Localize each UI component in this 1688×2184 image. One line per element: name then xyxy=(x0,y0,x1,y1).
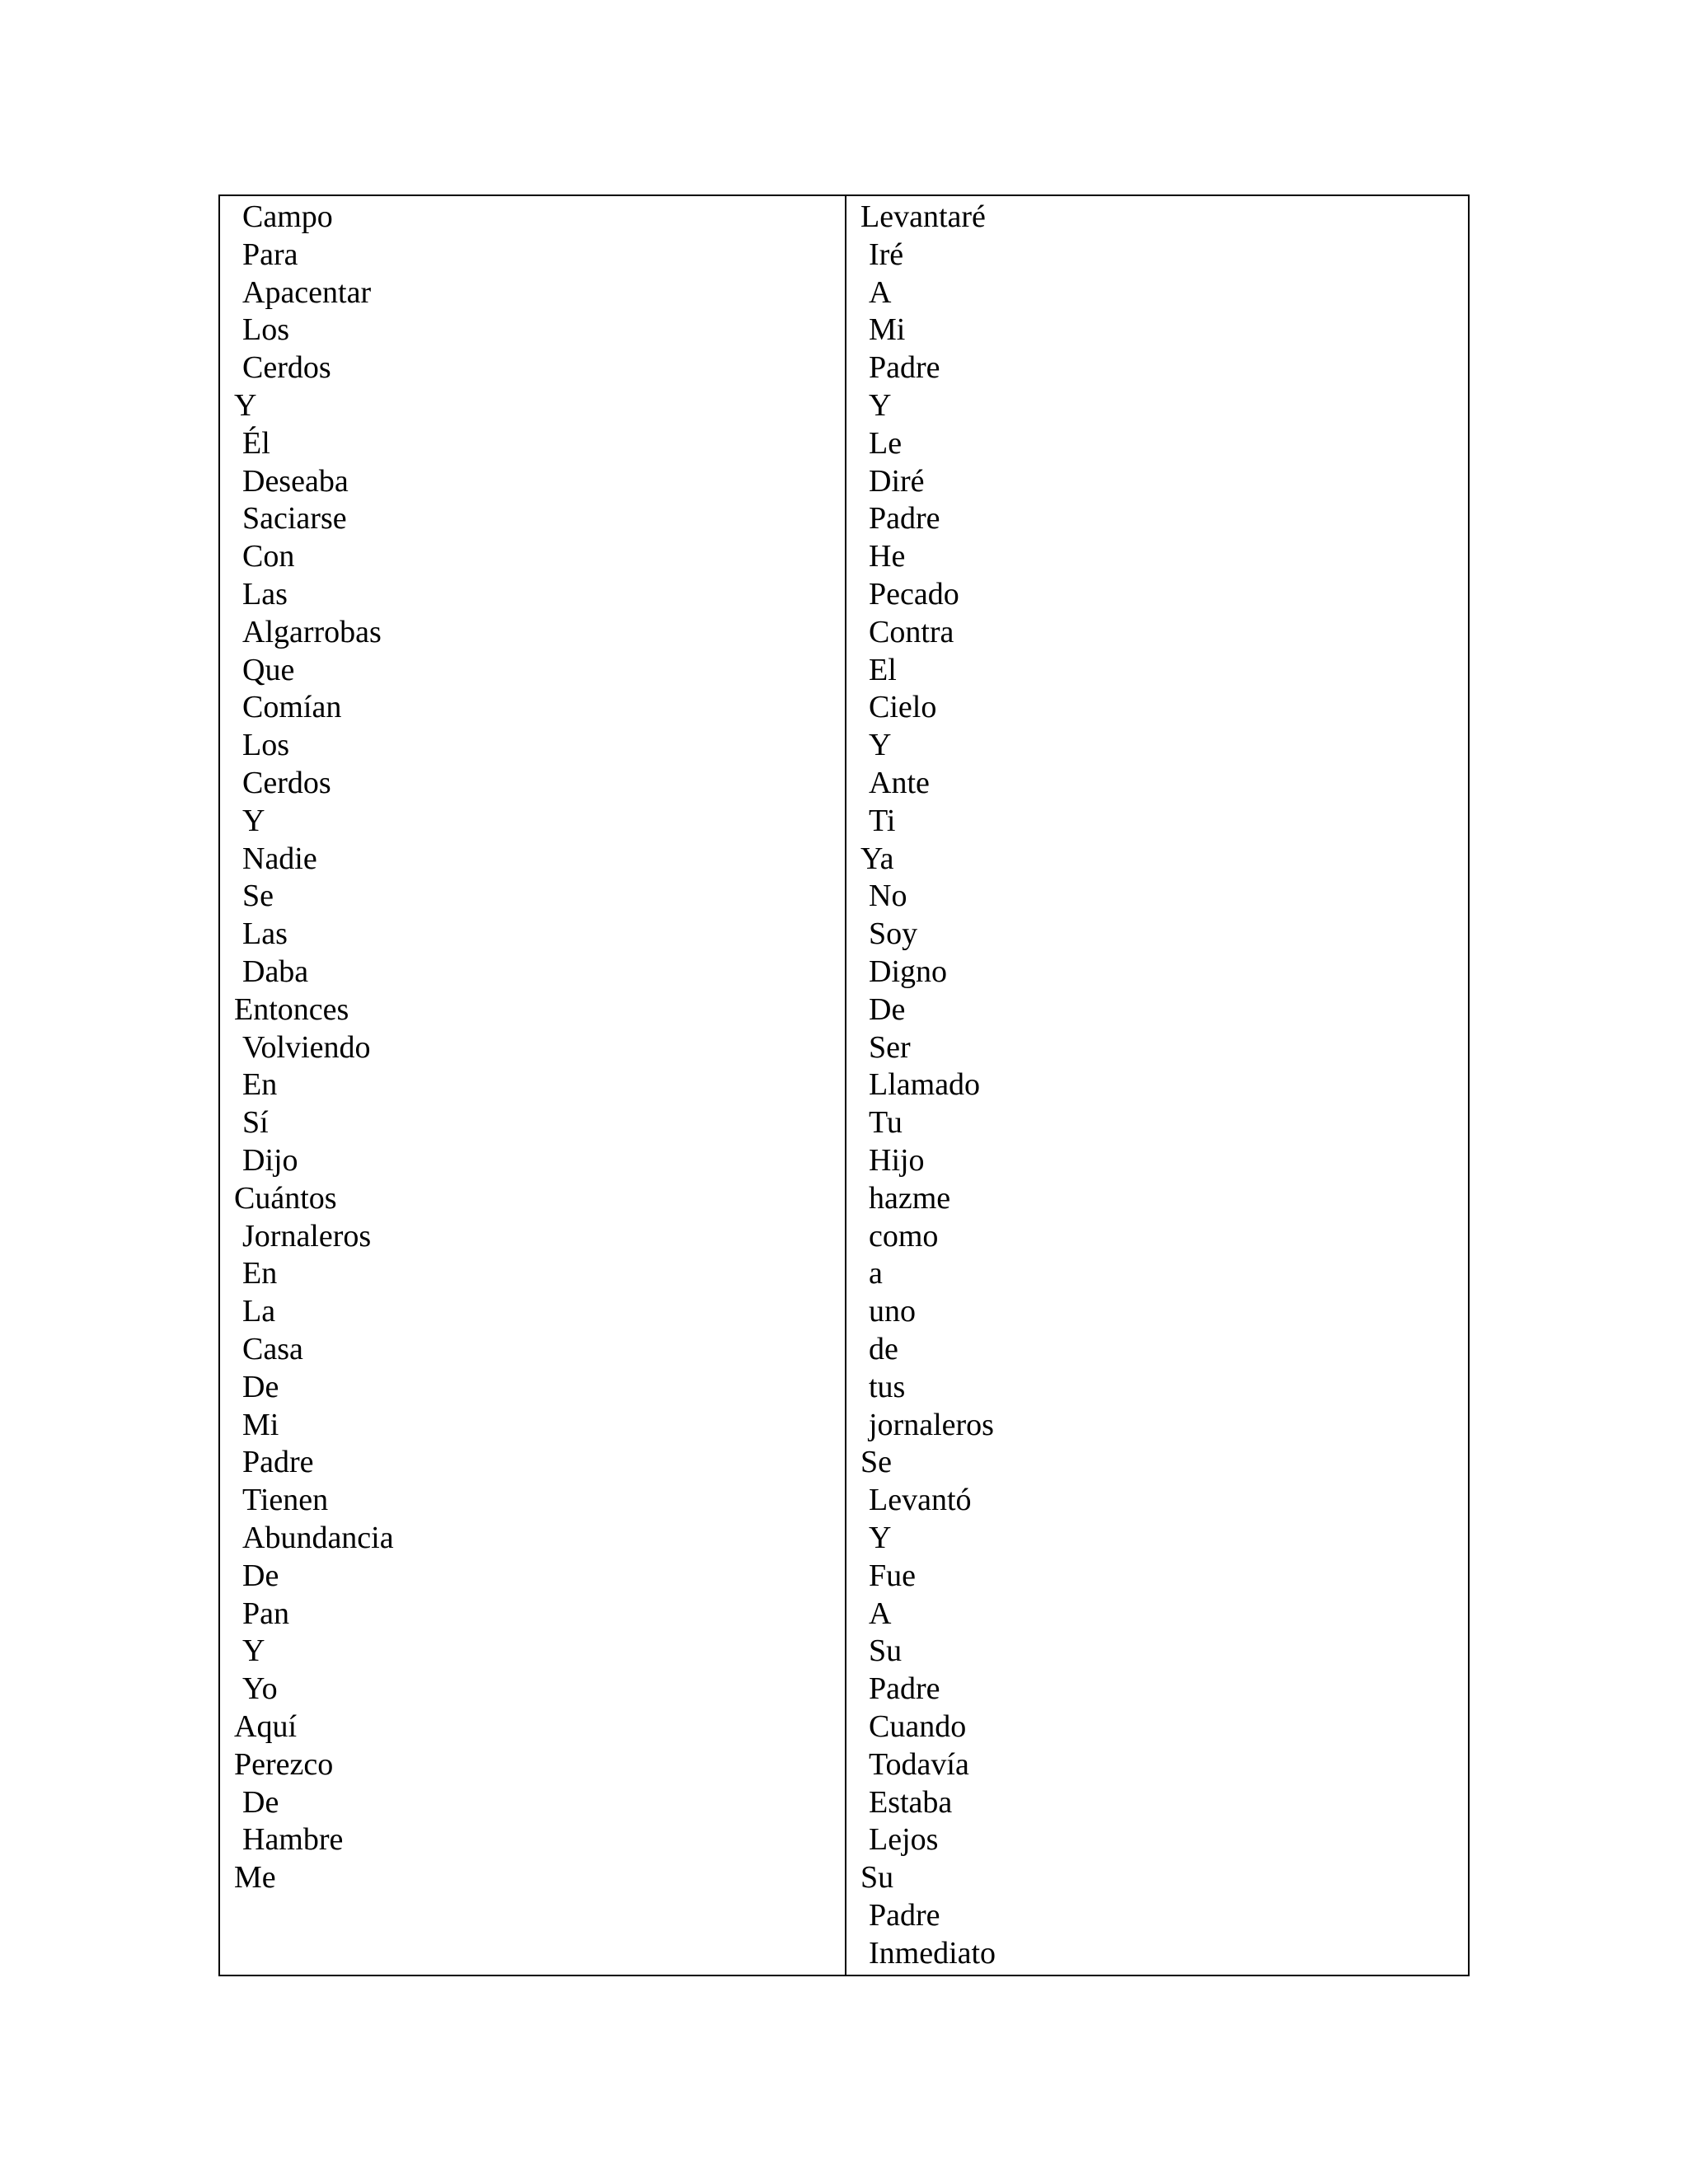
right-column-word: Soy xyxy=(869,916,918,952)
left-column-word: Perezco xyxy=(234,1746,334,1782)
left-column-word: Nadie xyxy=(242,841,317,876)
right-column xyxy=(845,196,1468,1975)
left-column-word: Hambre xyxy=(242,1822,344,1858)
left-column-word: Deseaba xyxy=(242,463,349,499)
left-column-word: Los xyxy=(242,728,289,763)
left-column-word: De xyxy=(242,1558,279,1593)
right-column-word: Tu xyxy=(869,1105,903,1141)
left-column-word: Y xyxy=(242,803,265,838)
right-column-word: Y xyxy=(869,728,892,763)
right-column-word: He xyxy=(869,539,906,574)
right-column-word: No xyxy=(869,879,907,914)
left-column-word: Comían xyxy=(242,690,342,725)
right-column-word: Y xyxy=(869,1521,892,1555)
left-column-word: Que xyxy=(242,652,295,687)
right-column-word: Su xyxy=(869,1633,903,1669)
left-column-word: Abundancia xyxy=(242,1521,394,1555)
right-column-word: Ante xyxy=(869,766,930,800)
right-column-word: Se xyxy=(860,1445,892,1480)
right-column-word: Cuando xyxy=(869,1709,967,1744)
right-column-word: Levantaré xyxy=(860,199,986,234)
left-column-word: Los xyxy=(242,312,289,348)
left-column-word: Las xyxy=(242,577,288,612)
right-column-word: Todavía xyxy=(869,1746,969,1782)
left-column-word: En xyxy=(242,1067,278,1103)
right-column-word: El xyxy=(869,652,897,687)
right-column-word: como xyxy=(869,1218,939,1254)
left-column-word: Aquí xyxy=(234,1709,297,1744)
right-column-word: Estaba xyxy=(869,1784,953,1820)
left-column-word: Dijo xyxy=(242,1143,298,1178)
left-column-word: Daba xyxy=(242,954,309,989)
left-column-word: Sí xyxy=(242,1105,269,1141)
left-column-word: Volviendo xyxy=(242,1029,371,1065)
right-column-word: jornaleros xyxy=(869,1407,994,1442)
left-column-word: En xyxy=(242,1256,278,1291)
left-column-word: De xyxy=(242,1784,279,1820)
left-column-word: Para xyxy=(242,237,298,272)
left-column-word: Con xyxy=(242,539,295,574)
left-column-word: Pan xyxy=(242,1596,289,1631)
right-column-word: Padre xyxy=(869,350,940,386)
right-column-word: Fue xyxy=(869,1558,916,1593)
left-column-word: Se xyxy=(242,879,274,914)
left-column-word: Apacentar xyxy=(242,274,372,310)
right-column-word: hazme xyxy=(869,1180,951,1216)
right-column-word: Padre xyxy=(869,501,940,537)
right-column-word: Y xyxy=(869,388,892,423)
left-column-word: Él xyxy=(242,425,270,461)
left-column xyxy=(220,196,845,1975)
left-column-word: Tienen xyxy=(242,1483,329,1518)
left-column-word: Las xyxy=(242,916,288,952)
left-column-word: Yo xyxy=(242,1671,278,1707)
right-column-word: Ti xyxy=(869,803,896,838)
right-column-word: tus xyxy=(869,1369,906,1404)
left-column-word: Campo xyxy=(242,199,333,234)
right-column-word: a xyxy=(869,1256,883,1291)
right-column-word: De xyxy=(869,991,906,1027)
left-column-word: Entonces xyxy=(234,991,349,1027)
left-column-word: Cuántos xyxy=(234,1180,337,1216)
right-column-word: Levantó xyxy=(869,1483,972,1518)
right-column-word: Lejos xyxy=(869,1822,939,1858)
right-column-word: Padre xyxy=(869,1898,940,1933)
right-column-word: Le xyxy=(869,425,903,461)
left-column-word: Cerdos xyxy=(242,766,331,800)
right-column-word: Diré xyxy=(869,463,925,499)
right-column-word: Contra xyxy=(869,614,954,649)
right-column-word: Ser xyxy=(869,1029,911,1065)
left-column-word: Casa xyxy=(242,1332,303,1366)
right-column-word: Inmediato xyxy=(869,1935,996,1971)
left-column-word: Jornaleros xyxy=(242,1218,372,1254)
left-column-word: Y xyxy=(242,1633,265,1669)
right-column-word: Su xyxy=(860,1860,894,1896)
right-column-word: Digno xyxy=(869,954,947,989)
left-column-word: De xyxy=(242,1369,279,1404)
right-column-word: Pecado xyxy=(869,577,959,612)
right-column-word: Mi xyxy=(869,312,906,348)
left-column-word: Me xyxy=(234,1860,276,1896)
left-column-word: Padre xyxy=(242,1445,314,1480)
right-column-word: Cielo xyxy=(869,690,937,725)
right-column-word: Iré xyxy=(869,237,904,272)
right-column-word: Ya xyxy=(860,841,894,876)
left-column-word: La xyxy=(242,1294,276,1329)
right-column-word: Padre xyxy=(869,1671,940,1707)
left-column-word: Mi xyxy=(242,1407,279,1442)
right-column-word: uno xyxy=(869,1294,916,1329)
right-column-word: Hijo xyxy=(869,1143,925,1178)
right-column-word: Llamado xyxy=(869,1067,981,1103)
right-column-word: A xyxy=(869,274,892,310)
right-column-word: A xyxy=(869,1596,892,1631)
left-column-word: Algarrobas xyxy=(242,614,382,649)
left-column-word: Saciarse xyxy=(242,501,347,537)
two-column-table xyxy=(218,194,1470,1976)
right-column-word: de xyxy=(869,1332,898,1366)
left-column-word: Cerdos xyxy=(242,350,331,386)
left-column-word: Y xyxy=(234,388,257,423)
